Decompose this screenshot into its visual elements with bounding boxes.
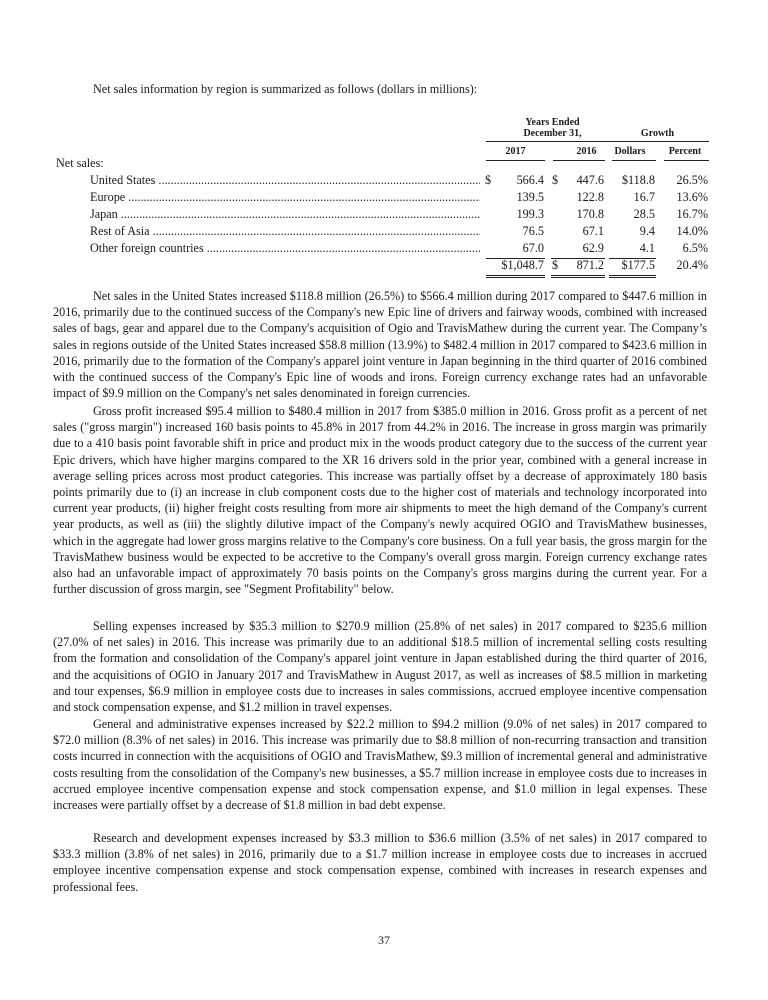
value-dollars: $118.8 xyxy=(621,173,655,187)
intro-text: Net sales information by region is summarized as follows (dollars in millions): xyxy=(93,82,478,96)
value-percent: 16.7% xyxy=(676,207,708,221)
net-sales-label: Net sales: xyxy=(56,156,104,170)
total-double-rule-dollars xyxy=(609,275,656,278)
col-header-percent: Percent xyxy=(668,146,702,157)
col-rule-2017 xyxy=(486,160,545,161)
table-row xyxy=(52,173,708,190)
row-label: Rest of Asia ..... xyxy=(90,224,480,239)
col-rule-dollars xyxy=(612,160,656,161)
value-percent: 14.0% xyxy=(676,224,708,238)
total-2016: 871.2 xyxy=(576,258,604,272)
value-2017: 566.4 xyxy=(516,173,544,187)
value-percent: 13.6% xyxy=(676,190,708,204)
row-label: United States ..... xyxy=(90,173,480,188)
value-percent: 26.5% xyxy=(676,173,708,187)
value-2016: 447.6 xyxy=(576,173,604,187)
value-dollars: 28.5 xyxy=(633,207,655,221)
col-rule-percent xyxy=(664,160,709,161)
value-2016: 170.8 xyxy=(576,207,604,221)
table-row xyxy=(52,224,708,241)
row-label: Europe ..... xyxy=(90,190,480,205)
years-ended-header-line2: December 31, xyxy=(523,128,582,139)
currency-symbol: $ xyxy=(552,258,559,272)
paragraph-general-administrative: General and administrative expenses increased by $22.2 million to $94.2 million (9.0% of net sales) in 2017 compared to $72.0 million (8.3% of net sales) in 2016. This increase was primarily due to $8.8 million of non-recurring transaction and transition costs incurred in connection with the acquisitions of OGIO and TravisMathew, $9.3 million of incremental general and administrative costs resulting from the consolidation of the Company's new businesses, a $5.7 million increase in employee costs due to increases in accrued employee incentive compensation expense and stock compensation expense, and $1.0 million in legal expenses. These increases were partially offset by a decrease of $1.8 million in bad debt expense. xyxy=(53,717,707,813)
value-2017: 199.3 xyxy=(516,207,544,221)
value-percent: 6.5% xyxy=(682,241,708,255)
table-row xyxy=(52,241,708,258)
table-total-row xyxy=(52,258,708,275)
paragraph-net-sales: Net sales in the United States increased $118.8 million (26.5%) to $566.4 million during 2017 compared to $447.6 million in 2016, primarily due to the continued success of the Company's new Epic line of drivers and fairway woods, combined with increased sales of bags, gear and apparel due to the Company's acquisition of Ogio and TravisMathew during the current year. The Company’s sales in regions outside of the United States increased $58.8 million (13.9%) to $482.4 million in 2017 compared to $423.6 million in 2016, primarily due to the formation of the Company's apparel joint venture in Japan beginning in the third quarter of 2016 combined with the continued success of the Company's Epic line of woods and irons. Foreign currency exchange rates had an unfavorable impact of $9.9 million on the Company's net sales denominated in foreign currencies. xyxy=(53,289,707,401)
value-dollars: 9.4 xyxy=(639,224,655,238)
paragraph-research-development: Research and development expenses increased by $3.3 million to $36.6 million (3.5% of net sales) in 2017 compared to $33.3 million (3.8% of net sales) in 2016, primarily due to a $1.7 million increase in employee costs due to increases in accrued employee incentive compensation expense and stock compensation expense, combined with increases in research expenses and professional fees. xyxy=(53,831,707,894)
page-number: 37 xyxy=(378,933,390,947)
paragraph-selling-expenses: Selling expenses increased by $35.3 million to $270.9 million (25.8% of net sales) in 2017 compared to $235.6 million (27.0% of net sales) in 2016. This increase was primarily due to an additional $18.5 million of incremental selling costs resulting from the formation and consolidation of the Company's apparel joint venture in Japan established during the third quarter of 2016, and the acquisitions of OGIO in January 2017 and TravisMathew in August 2017, as well as increases of $8.5 million in marketing and tour expenses, $6.9 million in employee costs due to increases in sales commissions, accrued employee incentive compensation and stock compensation expense, and $1.2 million in travel expenses. xyxy=(53,619,707,715)
value-2016: 62.9 xyxy=(582,241,604,255)
paragraph-gross-profit: Gross profit increased $95.4 million to $480.4 million in 2017 from $385.0 million in 2016. Gross profit as a percent of net sales ("gross margin") increased 160 basis points to 45.8% in 2017 from 44.2% in 2016. The increase in gross margin was primarily due to a 410 basis point favorable shift in price and product mix in the woods product category due to the success of the current year Epic drivers, which have higher margins compared to the XR 16 drivers sold in the prior year, combined with a general increase in average selling prices across most product categories. This increase was partially offset by a decrease of approximately 180 basis points primarily due to (i) an increase in club component costs due to the higher cost of materials and technology incorporated into current year products, (ii) higher freight costs resulting from more air shipments to meet the high demand of the Company's current year products, as well as (iii) the slightly dilutive impact of the Company's newly acquired OGIO and TravisMathew businesses, which in the aggregate had lower gross margins relative to the Company's core business. On a full year basis, the gross margin for the TravisMathew business would be expected to be accretive to the Company's overall gross margin. Foreign currency exchange rates also had an unfavorable impact of approximately 70 basis points on the Company's gross margins during the current year. For a further discussion of gross margin, see "Segment Profitability" below. xyxy=(53,404,707,597)
years-group-rule xyxy=(486,141,620,142)
total-2017: $1,048.7 xyxy=(501,258,544,272)
col-header-2016: 2016 xyxy=(576,146,597,157)
total-percent: 20.4% xyxy=(676,258,708,272)
value-2016: 122.8 xyxy=(576,190,604,204)
currency-symbol: $ xyxy=(485,173,492,187)
table-row xyxy=(52,190,708,207)
value-2017: 139.5 xyxy=(516,190,544,204)
growth-header: Growth xyxy=(640,128,675,139)
col-header-2017: 2017 xyxy=(505,146,526,157)
growth-group-rule xyxy=(606,141,709,142)
years-ended-header xyxy=(492,117,613,139)
row-label: Other foreign countries ..... xyxy=(90,241,480,256)
col-header-dollars: Dollars xyxy=(614,146,646,157)
table-row xyxy=(52,207,708,224)
total-dollars: $177.5 xyxy=(621,258,655,272)
years-ended-header-line1: Years Ended xyxy=(525,117,580,128)
value-2017: 76.5 xyxy=(522,224,544,238)
value-dollars: 4.1 xyxy=(639,241,655,255)
value-dollars: 16.7 xyxy=(633,190,655,204)
value-2016: 67.1 xyxy=(582,224,604,238)
total-double-rule-2017 xyxy=(486,275,545,278)
value-2017: 67.0 xyxy=(522,241,544,255)
currency-symbol: $ xyxy=(552,173,559,187)
total-double-rule-2016 xyxy=(551,275,605,278)
row-label: Japan ..... xyxy=(90,207,480,222)
col-rule-2016 xyxy=(553,160,605,161)
